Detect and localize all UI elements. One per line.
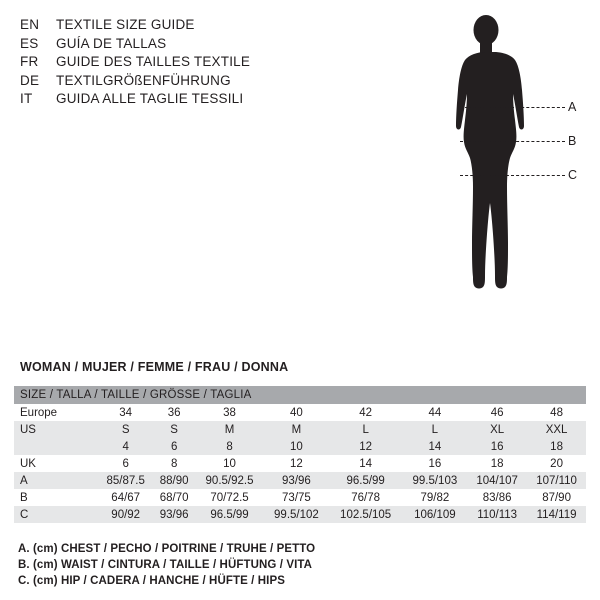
row-label: C xyxy=(14,506,98,523)
cell: 76/78 xyxy=(329,489,403,506)
cell: 46 xyxy=(467,404,527,421)
cell: 83/86 xyxy=(467,489,527,506)
body-figure xyxy=(440,8,590,368)
waist-dash-line xyxy=(460,141,565,142)
cell: M xyxy=(195,421,264,438)
cell: 6 xyxy=(98,455,153,472)
cell: 93/96 xyxy=(153,506,195,523)
cell: XL xyxy=(467,421,527,438)
cell: 99.5/103 xyxy=(403,472,468,489)
language-title: GUIDA ALLE TAGLIE TESSILI xyxy=(56,91,244,106)
cell: 48 xyxy=(527,404,586,421)
cell: 102.5/105 xyxy=(329,506,403,523)
language-row xyxy=(20,53,340,72)
cell: 12 xyxy=(264,455,329,472)
cell: 14 xyxy=(329,455,403,472)
row-label: B xyxy=(14,489,98,506)
table-header-label: SIZE / TALLA / TAILLE / GRÖSSE / TAGLIA xyxy=(20,389,252,401)
table-row xyxy=(14,455,586,472)
cell: 90.5/92.5 xyxy=(195,472,264,489)
cell: 99.5/102 xyxy=(264,506,329,523)
language-title: GUÍA DE TALLAS xyxy=(56,35,167,51)
language-row xyxy=(20,90,340,109)
table-row xyxy=(14,421,586,438)
language-title: GUIDE DES TAILLES TEXTILE xyxy=(56,54,251,69)
cell: 85/87.5 xyxy=(98,472,153,489)
measurement-legend xyxy=(18,541,315,589)
language-code: ES xyxy=(20,35,39,51)
cell: 96.5/99 xyxy=(195,506,264,523)
cell: 68/70 xyxy=(153,489,195,506)
cell: L xyxy=(329,421,403,438)
language-code: EN xyxy=(20,17,40,32)
cell: 44 xyxy=(403,404,468,421)
language-title: TEXTILGRÖßENFÜHRUNG xyxy=(56,72,231,88)
cell: 87/90 xyxy=(527,489,586,506)
table-row xyxy=(14,489,586,506)
female-silhouette-icon xyxy=(440,8,590,368)
cell: 106/109 xyxy=(403,506,468,523)
section-title-woman: WOMAN / MUJER / FEMME / FRAU / DONNA xyxy=(20,360,289,374)
cell: 73/75 xyxy=(264,489,329,506)
table-header-row xyxy=(14,386,586,404)
cell: 18 xyxy=(467,455,527,472)
marker-label-b: B xyxy=(568,134,577,148)
legend-line-b: B. (cm) WAIST / CINTURA / TAILLE / HÜFTUNG / VITA xyxy=(18,559,313,571)
row-label: UK xyxy=(14,455,98,472)
cell: 12 xyxy=(329,438,403,455)
cell: 16 xyxy=(467,438,527,455)
cell: 114/119 xyxy=(527,506,586,523)
cell: 14 xyxy=(403,438,468,455)
table-row xyxy=(14,438,586,455)
legend-line-c: C. (cm) HIP / CADERA / HANCHE / HÜFTE / HIPS xyxy=(18,575,286,587)
language-row xyxy=(20,72,340,91)
cell: 8 xyxy=(153,455,195,472)
language-code: IT xyxy=(20,91,33,106)
cell: 10 xyxy=(195,455,264,472)
row-label: A xyxy=(14,472,98,489)
row-label: US xyxy=(14,421,98,438)
row-label: Europe xyxy=(14,404,98,421)
table-row xyxy=(14,404,586,421)
cell: 18 xyxy=(527,438,586,455)
marker-label-c: C xyxy=(568,168,578,182)
legend-line-a: A. (cm) CHEST / PECHO / POITRINE / TRUHE / PETTO xyxy=(18,543,316,555)
language-code: FR xyxy=(20,54,39,69)
cell: 42 xyxy=(329,404,403,421)
language-list xyxy=(20,16,340,109)
size-table xyxy=(14,386,586,523)
cell: 6 xyxy=(153,438,195,455)
table-row xyxy=(14,506,586,523)
cell: 36 xyxy=(153,404,195,421)
cell: 70/72.5 xyxy=(195,489,264,506)
cell: 107/110 xyxy=(527,472,586,489)
row-label xyxy=(14,438,98,455)
marker-label-a: A xyxy=(568,100,577,114)
cell: 16 xyxy=(403,455,468,472)
cell: S xyxy=(98,421,153,438)
cell: 64/67 xyxy=(98,489,153,506)
cell: 4 xyxy=(98,438,153,455)
hip-dash-line xyxy=(460,175,565,176)
cell: S xyxy=(153,421,195,438)
cell: 10 xyxy=(264,438,329,455)
cell: 40 xyxy=(264,404,329,421)
cell: M xyxy=(264,421,329,438)
cell: 20 xyxy=(527,455,586,472)
language-row xyxy=(20,16,340,35)
cell: 110/113 xyxy=(467,506,527,523)
language-title: TEXTILE SIZE GUIDE xyxy=(56,17,195,32)
language-code: DE xyxy=(20,72,40,88)
cell: 8 xyxy=(195,438,264,455)
chest-dash-line xyxy=(460,107,565,108)
cell: 90/92 xyxy=(98,506,153,523)
language-row xyxy=(20,35,340,54)
cell: 96.5/99 xyxy=(329,472,403,489)
cell: 79/82 xyxy=(403,489,468,506)
cell: 104/107 xyxy=(467,472,527,489)
cell: XXL xyxy=(527,421,586,438)
cell: 93/96 xyxy=(264,472,329,489)
cell: 34 xyxy=(98,404,153,421)
table-row xyxy=(14,472,586,489)
cell: 38 xyxy=(195,404,264,421)
cell: L xyxy=(403,421,468,438)
cell: 88/90 xyxy=(153,472,195,489)
